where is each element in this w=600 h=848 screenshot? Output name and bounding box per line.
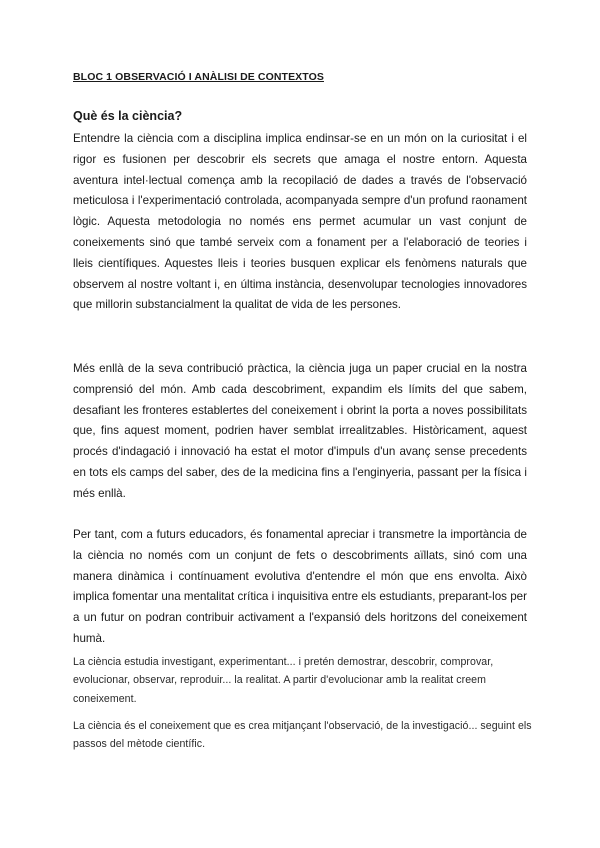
bloc-title: BLOC 1 OBSERVACIÓ I ANÀLISI DE CONTEXTOS	[73, 71, 324, 83]
section-title: Què és la ciència?	[73, 109, 183, 123]
handwritten-note-2: La ciència és el coneixement que es crea mitjançant l'observació, de la investigació... seguint els passos del mètode científic.	[73, 720, 532, 751]
handwritten-note-1: La ciència estudia investigant, experimentant... i pretén demostrar, descobrir, comprovar, evolucionar, observar, reproduir... la realitat. A partir d'evolucionar amb la realitat creem coneixement.	[73, 656, 494, 705]
paragraph-1: Entendre la ciència com a disciplina implica endinsar-se en un món on la curiositat i el rigor es fusionen per descobrir els secrets que amaga el nostre entorn. Aquesta aventura intel·lectual comença amb la recopilació de dades a través de l'observació meticulosa i l'experimentació controlada, acompanyada sempre d'un profund raonament lògic. Aquesta metodologia no només ens permet acumular un vast conjunt de coneixements sinó que també serveix com a fonament per a l'elaboració de teories i lleis científiques. Aquestes lleis i teories busquen explicar els fenòmens naturals que observem al nostre voltant i, en última instància, desenvolupar tecnologies innovadores que millorin substancialment la qualitat de vida de les persones.	[73, 132, 527, 312]
paragraph-3: Per tant, com a futurs educadors, és fonamental apreciar i transmetre la importància de la ciència no només com un conjunt de fets o descobriments aïllats, sinó com una manera dinàmica i contínuament evolutiva d'entendre el món que ens envolta. Això implica fomentar una mentalitat crítica i inquisitiva entre els estudiants, preparant-los per a un futur on podran contribuir activament a l'expansió dels horitzons del coneixement humà.	[73, 528, 527, 645]
paragraph-2: Més enllà de la seva contribució pràctica, la ciència juga un paper crucial en la nostra comprensió del món. Amb cada descobriment, expandim els límits del que sabem, desafiant les fronteres establertes del coneixement i obrint la porta a noves possibilitats que, fins aquest moment, podrien haver semblat irrealitzables. Històricament, aquest procés d'indagació i innovació ha estat el motor d'impuls d'un avanç sense precedents en tots els camps del saber, des de la medicina fins a l'enginyeria, passant per la física i més enllà.	[73, 362, 527, 500]
